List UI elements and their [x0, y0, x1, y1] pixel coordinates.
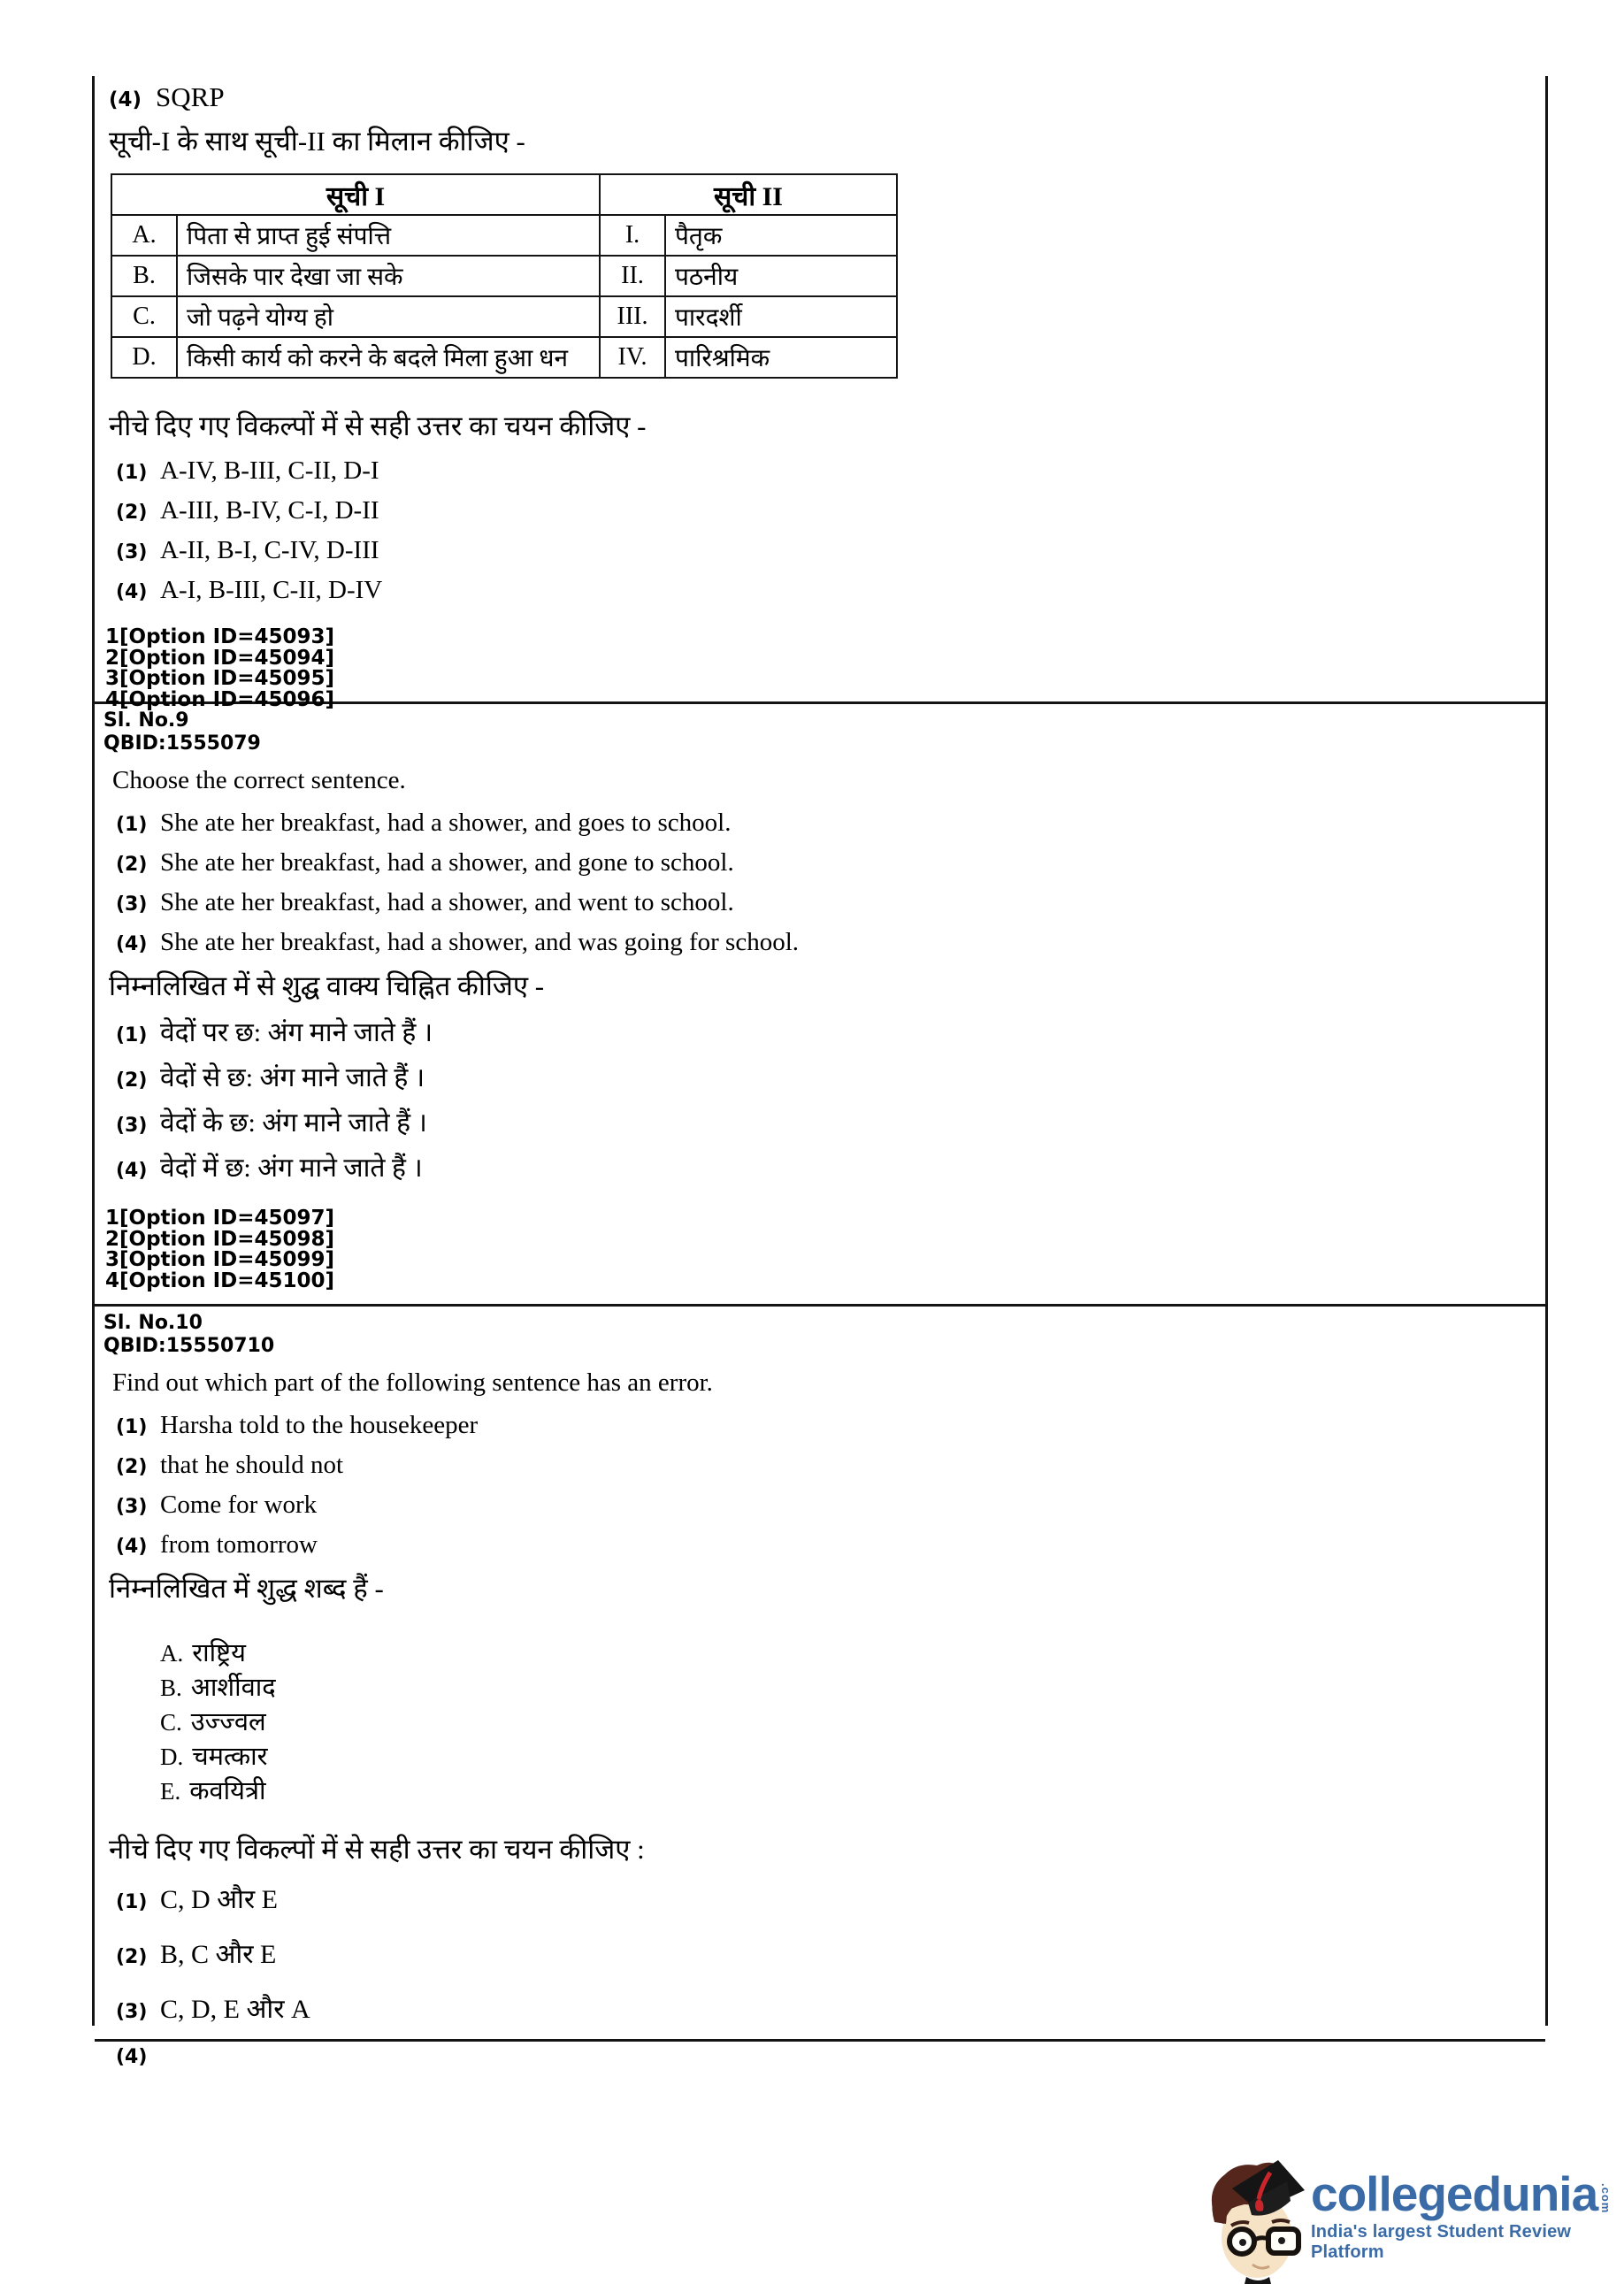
word-text: चमत्कार [192, 1743, 268, 1771]
options-list-en [103, 1409, 1545, 1560]
brand-tagline: India's largest Student Review Platform [1311, 2222, 1572, 2262]
option-text: वेदों से छ: अंग माने जाते हैं । [160, 1063, 425, 1092]
question-text-hi: निम्नलिखित में शुद्ध शब्द हैं - [109, 1573, 384, 1604]
option-label: (4) [116, 933, 148, 955]
option-id: 4[Option ID=45100] [105, 1268, 335, 1292]
option-text: C, D, E और A [160, 1995, 310, 2024]
option-text: Harsha told to the housekeeper [160, 1411, 479, 1439]
option-text: that he should not [160, 1451, 344, 1479]
table-header-list1: सूची I [111, 174, 600, 215]
row-text: जो पढ़ने योग्य हो [177, 296, 600, 337]
word-text: उज्ज्वल [190, 1708, 266, 1736]
option-row [116, 2046, 1545, 2068]
option-id: 2[Option ID=45094] [105, 646, 335, 670]
option-id: 2[Option ID=45098] [105, 1227, 335, 1251]
option-row [116, 455, 1545, 487]
table-row [111, 337, 897, 378]
word-item [160, 1740, 1545, 1774]
table-row [111, 296, 897, 337]
row-label: C. [111, 296, 177, 337]
question-9-section [95, 709, 1545, 1307]
option-label: (4) [116, 1536, 148, 1558]
word-item [160, 1671, 1545, 1705]
option-id: 3[Option ID=45099] [105, 1248, 335, 1271]
option-text: B, C और E [160, 1940, 277, 1969]
logo-text-block [1311, 2166, 1624, 2263]
option-text: वेदों में छ: अंग माने जाते हैं । [160, 1153, 423, 1183]
serial-number: Sl. No.10 [103, 1312, 203, 1334]
option-text: A-IV, B-III, C-II, D-I [160, 456, 379, 485]
option-id: 4[Option ID=45096] [105, 687, 335, 711]
options-list-en [103, 807, 1545, 958]
option-text: वेदों के छ: अंग माने जाते हैं । [160, 1108, 427, 1138]
option-label: (2) [116, 1456, 148, 1478]
option-text: She ate her breakfast, had a shower, and was going for school. [160, 928, 799, 956]
word-label: C. [160, 1709, 182, 1736]
option-row [116, 1936, 1545, 1974]
option-ids-block [105, 627, 1545, 710]
brand-wordmark: collegedunia [1311, 2166, 1598, 2221]
option-id: 1[Option ID=45093] [105, 625, 335, 648]
option-label: (3) [116, 1496, 148, 1518]
option-row [116, 494, 1545, 526]
option-text: She ate her breakfast, had a shower, and went to school. [160, 888, 734, 916]
option-label: (1) [116, 814, 148, 836]
row-text: किसी कार्य को करने के बदले मिला हुआ धन [177, 337, 600, 378]
table-header-row [111, 174, 897, 215]
option-row [116, 1150, 1545, 1187]
word-item [160, 1636, 1545, 1671]
serial-number: Sl. No.9 [103, 709, 189, 732]
option-text: She ate her breakfast, had a shower, and gone to school. [160, 848, 734, 877]
option-row [116, 1409, 1545, 1441]
options-list [103, 455, 1545, 606]
brand-tld: .com [1599, 2183, 1613, 2214]
qbid: QBID:15550710 [103, 1335, 275, 1357]
option-id: 1[Option ID=45097] [105, 1207, 335, 1230]
option-row [116, 1529, 1545, 1560]
option-label: (3) [116, 1115, 148, 1137]
word-label: E. [160, 1778, 181, 1805]
option-text: A-I, B-III, C-II, D-IV [160, 576, 383, 604]
collegedunia-logo [1201, 2150, 1624, 2279]
option-ids-block [105, 1208, 1545, 1291]
choose-heading: नीचे दिए गए विकल्पों में से सही उत्तर का चयन कीजिए - [109, 410, 647, 441]
row-roman: II. [600, 256, 665, 296]
option-row [116, 1060, 1545, 1097]
option-label: (1) [116, 1416, 148, 1438]
row-label: D. [111, 337, 177, 378]
question-frame [92, 76, 1548, 2068]
option-row [116, 534, 1545, 566]
question-8-section [95, 81, 1545, 711]
row-roman: IV. [600, 337, 665, 378]
row-label: B. [111, 256, 177, 296]
option-text: Come for work [160, 1491, 318, 1519]
option-text: C, D और E [160, 1885, 278, 1914]
question-text-en: Choose the correct sentence. [112, 766, 406, 794]
option-row [116, 1015, 1545, 1052]
option-label: (4) [116, 2046, 148, 2068]
table-row [111, 256, 897, 296]
match-heading: सूची-I के साथ सूची-II का मिलान कीजिए - [109, 126, 525, 157]
option-id: 3[Option ID=45095] [105, 667, 335, 690]
row-match: पारदर्शी [665, 296, 897, 337]
row-text: जिसके पार देखा जा सके [177, 256, 600, 296]
question-text-hi: निम्नलिखित में से शुद्घ वाक्य चिह्नित कीजिए - [109, 970, 545, 1001]
option-row [116, 926, 1545, 958]
option-label: (2) [116, 1946, 148, 1968]
option-row [116, 886, 1545, 918]
option-row [116, 847, 1545, 878]
brand-row [1311, 2166, 1624, 2221]
option-text: SQRP [156, 81, 225, 112]
option-label: (1) [116, 1891, 148, 1913]
option-text: वेदों पर छ: अंग माने जाते हैं । [160, 1018, 433, 1047]
option-text: A-III, B-IV, C-I, D-II [160, 496, 379, 525]
row-label: A. [111, 215, 177, 256]
option-label: (3) [116, 2001, 148, 2023]
option-row [116, 574, 1545, 606]
row-match: पैतृक [665, 215, 897, 256]
match-table [111, 173, 898, 379]
word-label: D. [160, 1744, 184, 1770]
option-row [116, 1991, 1545, 2028]
question-text-en: Find out which part of the following sentence has an error. [112, 1368, 713, 1397]
row-roman: III. [600, 296, 665, 337]
option-label: (2) [116, 854, 148, 876]
word-label: A. [160, 1640, 184, 1667]
word-text: कवयित्री [189, 1777, 266, 1805]
option-label: (1) [116, 1024, 148, 1046]
choose-heading: नीचे दिए गए विकल्पों में से सही उत्तर का चयन कीजिए : [109, 1834, 645, 1865]
option-row [116, 1105, 1545, 1142]
option-row [116, 1882, 1545, 1919]
table-row [111, 215, 897, 256]
word-label: B. [160, 1675, 182, 1701]
table-header-list2: सूची II [600, 174, 897, 215]
question-10-section [95, 1312, 1545, 2068]
row-roman: I. [600, 215, 665, 256]
option-text: A-II, B-I, C-IV, D-III [160, 536, 379, 564]
options-list-hi [103, 1015, 1545, 1187]
word-list [160, 1636, 1545, 1809]
row-match: पठनीय [665, 256, 897, 296]
option-row [109, 81, 1545, 113]
option-label: (1) [116, 462, 148, 484]
row-text: पिता से प्राप्त हुई संपत्ति [177, 215, 600, 256]
word-item [160, 1705, 1545, 1740]
qbid: QBID:1555079 [103, 732, 261, 755]
word-item [160, 1774, 1545, 1809]
option-text: from tomorrow [160, 1530, 318, 1559]
option-row [116, 1449, 1545, 1481]
option-label: (3) [116, 541, 148, 563]
option-label: (2) [116, 1069, 148, 1092]
options-list [103, 1882, 1545, 2068]
graduate-mascot-icon [1201, 2151, 1307, 2284]
word-text: आर्शीवाद [190, 1674, 276, 1702]
option-row [116, 807, 1545, 839]
option-text: She ate her breakfast, had a shower, and goes to school. [160, 809, 732, 837]
option-label: (3) [116, 893, 148, 916]
word-text: राष्ट्रिय [192, 1639, 246, 1667]
option-label: (4) [116, 1160, 148, 1182]
option-label: (4) [109, 88, 142, 111]
option-row [116, 1489, 1545, 1521]
row-match: पारिश्रमिक [665, 337, 897, 378]
option-label: (4) [116, 581, 148, 603]
option-label: (2) [116, 502, 148, 524]
